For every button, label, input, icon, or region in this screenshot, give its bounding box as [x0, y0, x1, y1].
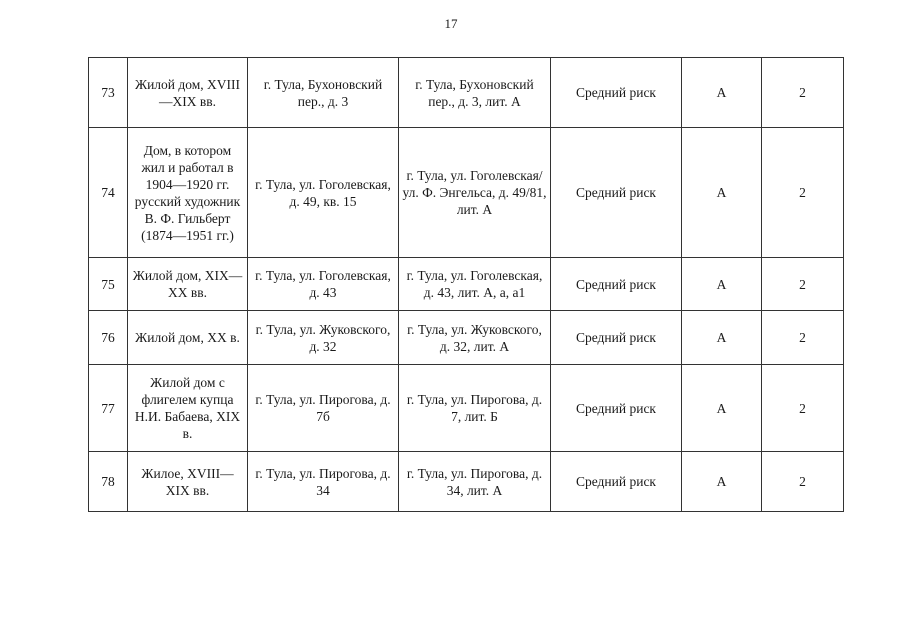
cell-address-full: г. Тула, ул. Пирогова, д. 34, лит. А — [399, 452, 551, 512]
cell-risk-level: Средний риск — [551, 452, 682, 512]
cell-risk-level: Средний риск — [551, 58, 682, 128]
cell-class: 2 — [762, 128, 844, 258]
cell-number: 77 — [89, 365, 128, 452]
cell-class: 2 — [762, 311, 844, 365]
cell-category: А — [682, 258, 762, 311]
cell-class: 2 — [762, 58, 844, 128]
cell-risk-level: Средний риск — [551, 311, 682, 365]
cell-category: А — [682, 311, 762, 365]
cell-object-name: Дом, в котором жил и работал в 1904—1920 гг. русский художник В. Ф. Гильберт (1874—1951 гг.) — [128, 128, 248, 258]
cell-category: А — [682, 365, 762, 452]
table-row — [89, 365, 844, 452]
cell-address-full: г. Тула, ул. Гоголевская/ул. Ф. Энгельса, д. 49/81, лит. А — [399, 128, 551, 258]
cell-address-full: г. Тула, ул. Жуковского, д. 32, лит. А — [399, 311, 551, 365]
table-row — [89, 258, 844, 311]
cell-address: г. Тула, ул. Жуковского, д. 32 — [248, 311, 399, 365]
table-row — [89, 311, 844, 365]
cell-object-name: Жилой дом с флигелем купца Н.И. Бабаева, XIX в. — [128, 365, 248, 452]
cell-object-name: Жилой дом, XIX—XX вв. — [128, 258, 248, 311]
table-row — [89, 128, 844, 258]
cell-risk-level: Средний риск — [551, 258, 682, 311]
cell-address: г. Тула, Бухоновский пер., д. 3 — [248, 58, 399, 128]
cell-risk-level: Средний риск — [551, 128, 682, 258]
cell-class: 2 — [762, 258, 844, 311]
cell-object-name: Жилой дом, XX в. — [128, 311, 248, 365]
cell-object-name: Жилой дом, XVIII—XIX вв. — [128, 58, 248, 128]
cell-address: г. Тула, ул. Гоголевская, д. 49, кв. 15 — [248, 128, 399, 258]
cell-address-full: г. Тула, ул. Пирогова, д. 7, лит. Б — [399, 365, 551, 452]
cell-address: г. Тула, ул. Гоголевская, д. 43 — [248, 258, 399, 311]
cell-number: 74 — [89, 128, 128, 258]
cell-number: 76 — [89, 311, 128, 365]
cell-address-full: г. Тула, Бухоновский пер., д. 3, лит. А — [399, 58, 551, 128]
cell-address: г. Тула, ул. Пирогова, д. 7б — [248, 365, 399, 452]
cell-category: А — [682, 452, 762, 512]
table-row — [89, 58, 844, 128]
cell-class: 2 — [762, 365, 844, 452]
cell-number: 75 — [89, 258, 128, 311]
cell-address-full: г. Тула, ул. Гоголевская, д. 43, лит. А, а, а1 — [399, 258, 551, 311]
cell-address: г. Тула, ул. Пирогова, д. 34 — [248, 452, 399, 512]
cell-number: 73 — [89, 58, 128, 128]
cell-class: 2 — [762, 452, 844, 512]
cell-risk-level: Средний риск — [551, 365, 682, 452]
heritage-objects-table — [88, 57, 844, 512]
cell-category: А — [682, 58, 762, 128]
cell-object-name: Жилое, XVIII—XIX вв. — [128, 452, 248, 512]
cell-number: 78 — [89, 452, 128, 512]
page-number: 17 — [444, 16, 458, 31]
table-row — [89, 452, 844, 512]
cell-category: А — [682, 128, 762, 258]
